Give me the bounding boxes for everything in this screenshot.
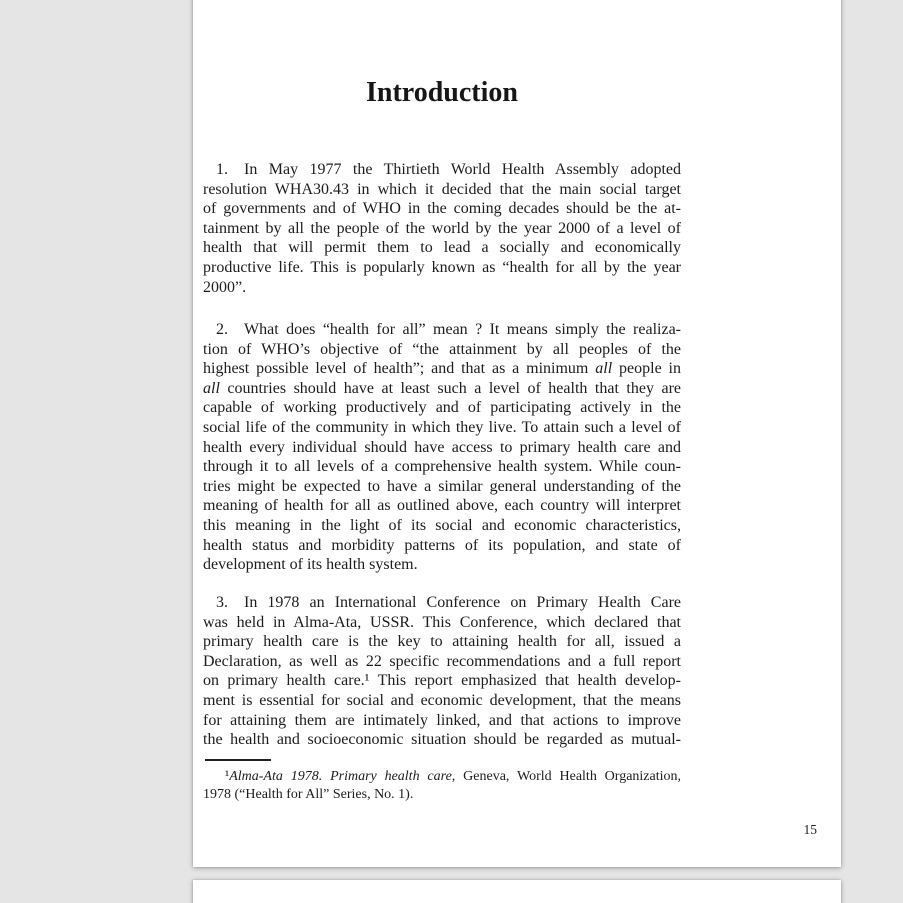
text-line — [203, 593, 681, 613]
text-segment: 1. In May 1977 the Thirtieth World Health Assembly adopted — [216, 161, 681, 178]
text-segment: tainment by all the people of the world by the year 2000 of a level of — [203, 219, 681, 237]
text-segment: the health and socioeconomic situation should be regarded as mutual- — [203, 731, 681, 749]
text-line — [203, 691, 681, 711]
text-line — [203, 238, 681, 258]
text-segment: health every individual should have access to primary health care and — [203, 438, 681, 456]
text-line — [203, 555, 681, 575]
footnote — [203, 768, 681, 805]
text-line — [203, 711, 681, 731]
text-line — [203, 768, 681, 786]
text-line — [203, 671, 681, 691]
italic-text: all — [595, 360, 613, 378]
text-line — [203, 786, 681, 804]
text-segment: highest possible level of health”; and that as a minimum — [203, 360, 596, 378]
next-page-partial — [193, 880, 841, 903]
text-line — [203, 730, 681, 750]
text-segment: through it to all levels of a comprehensive health system. While coun- — [203, 458, 681, 476]
text-segment: , Geneva, World Health Organization, — [451, 769, 682, 784]
text-segment: for attaining them are intimately linked, and that actions to improve — [203, 711, 681, 729]
paragraph-3 — [203, 593, 681, 750]
text-segment: people in — [612, 360, 682, 378]
text-line — [203, 536, 681, 556]
text-line — [203, 379, 681, 399]
text-line — [203, 180, 681, 200]
text-segment: ment is essential for social and economic development, that the means — [203, 691, 681, 709]
text-segment: 3. In 1978 an International Conference on Primary Health Care — [216, 594, 681, 611]
text-segment: on primary health care.¹ This report emphasized that health develop- — [203, 672, 681, 690]
text-segment: primary health care is the key to attaining health for all, issued a — [203, 633, 681, 651]
text-line — [203, 457, 681, 477]
footnote-divider — [205, 759, 271, 761]
page-title: Introduction — [366, 77, 518, 108]
text-line — [203, 438, 681, 458]
text-line — [203, 278, 681, 298]
text-line — [203, 496, 681, 516]
text-line — [203, 340, 681, 360]
text-segment: this meaning in the light of its social and economic characteristics, — [203, 516, 681, 534]
text-segment: capable of working productively and of participating actively in the — [203, 399, 681, 417]
text-segment: was held in Alma-Ata, USSR. This Conference, which declared that — [203, 613, 681, 631]
text-line — [203, 516, 681, 536]
text-segment: development of its health system. — [203, 556, 418, 574]
text-line — [203, 219, 681, 239]
text-segment: ¹ — [225, 769, 230, 784]
paragraph-2 — [203, 320, 681, 575]
text-segment: tries might be expected to have a similar general understanding of the — [203, 477, 681, 495]
page-number: 15 — [803, 822, 817, 837]
text-segment: health that will permit them to lead a socially and economically — [203, 239, 681, 257]
text-segment: 2. What does “health for all” mean ? It means simply the realiza- — [216, 321, 681, 338]
text-line — [203, 258, 681, 278]
text-line — [203, 199, 681, 219]
text-line — [203, 320, 681, 340]
italic-text: Alma-Ata 1978. Primary health care — [229, 769, 452, 784]
text-line — [203, 477, 681, 497]
document-page — [193, 0, 841, 867]
text-segment: meaning of health for all as outlined above, each country will interpret — [203, 497, 681, 515]
text-segment: countries should have at least such a level of health that they are — [219, 379, 681, 397]
text-line — [203, 359, 681, 379]
text-segment: social life of the community in which they live. To attain such a level of — [203, 418, 681, 436]
text-segment: resolution WHA30.43 in which it decided that the main social target — [203, 180, 681, 198]
text-line — [203, 398, 681, 418]
text-segment: of governments and of WHO in the coming decades should be the at- — [203, 200, 681, 218]
text-segment: productive life. This is popularly known as “health for all by the year — [203, 258, 681, 276]
paragraph-1 — [203, 160, 681, 297]
text-segment: 1978 (“Health for All” Series, No. 1). — [203, 787, 414, 803]
text-segment: tion of WHO’s objective of “the attainment by all peoples of the — [203, 340, 681, 358]
text-segment: Declaration, as well as 22 specific recommendations and a full report — [203, 652, 681, 670]
italic-text: all — [203, 379, 220, 397]
text-segment: health status and morbidity patterns of its population, and state of — [203, 536, 681, 554]
text-segment: 2000”. — [203, 278, 247, 296]
text-line — [203, 632, 681, 652]
text-line — [203, 160, 681, 180]
text-line — [203, 613, 681, 633]
text-line — [203, 652, 681, 672]
text-line — [203, 418, 681, 438]
